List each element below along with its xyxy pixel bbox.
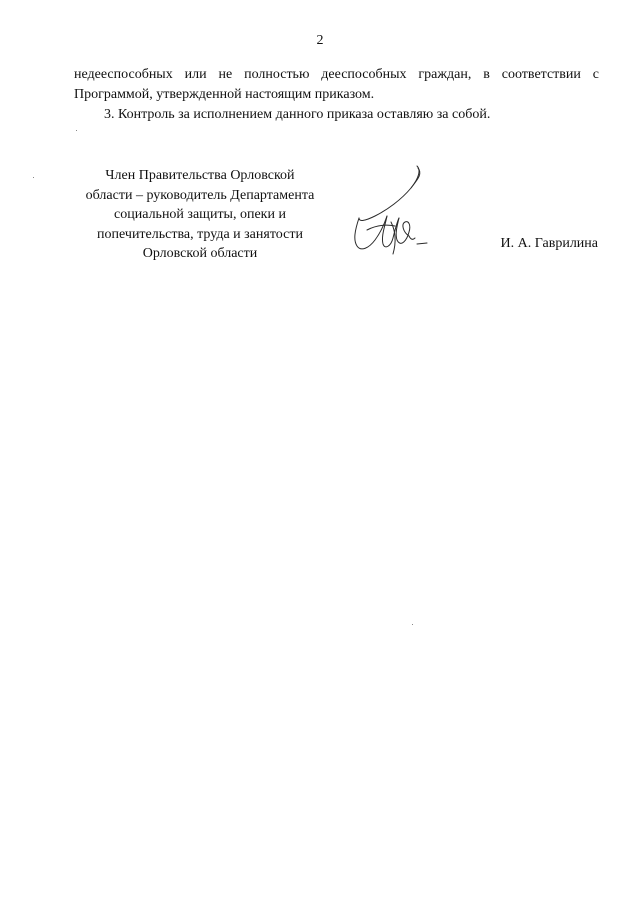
signatory-title-line: попечительства, труда и занятости <box>97 226 303 242</box>
signatory-title-line: социальной защиты, опеки и <box>114 207 286 222</box>
body-paragraph-2: 3. Контроль за исполнением данного приказа оставляю за собой. <box>104 107 491 122</box>
body-paragraph-1: недееспособных или не полностью дееспособных граждан, в соответствии с Программой, утвержденной настоящим приказом. <box>74 67 599 102</box>
scan-speck <box>412 624 413 625</box>
page-number: 2 <box>316 33 324 48</box>
handwritten-signature <box>345 160 435 260</box>
signatory-title-line: Орловской области <box>142 246 258 261</box>
signer-name: И. А. Гаврилина <box>500 236 598 251</box>
signatory-title-line: области – руководитель Департамента <box>85 187 315 203</box>
signatory-title-line: Член Правительства Орловской <box>105 168 295 183</box>
scan-speck <box>33 177 34 178</box>
signatory-title-block <box>62 166 338 264</box>
scan-speck <box>76 130 77 131</box>
